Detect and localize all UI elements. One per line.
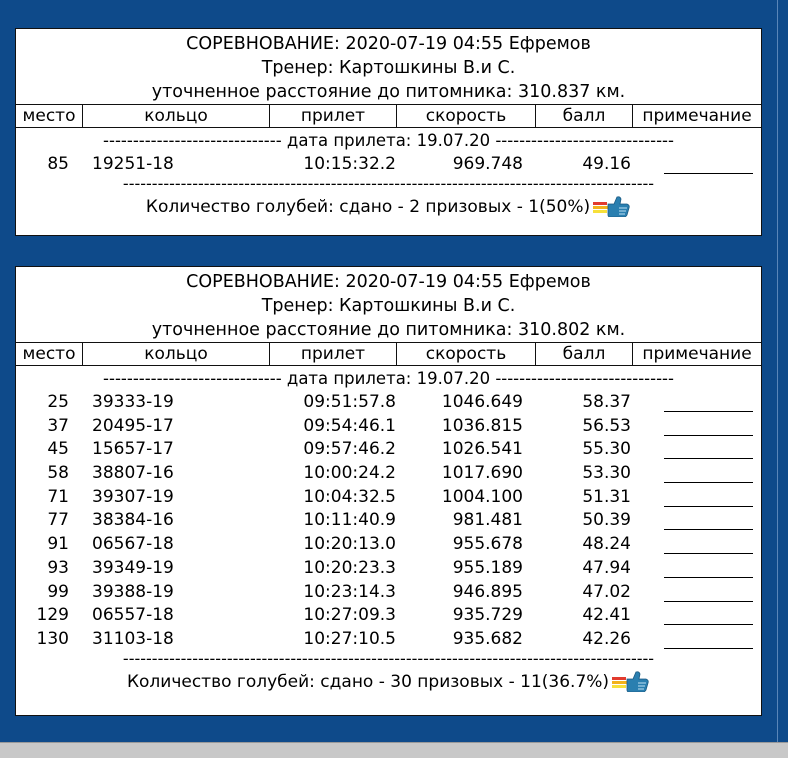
speed-cell: 946.895 [452,581,523,602]
arrival-time-cell: 10:11:40.9 [303,510,396,531]
ring-cell: 39307-19 [92,486,174,507]
place-cell: 71 [47,486,69,507]
speed-cell: 1026.541 [441,439,523,460]
note-blank [664,439,753,459]
note-blank [664,416,753,436]
col-speed: скорость [396,343,535,365]
panel-header [16,29,761,104]
separator-dashes: -------------------------------------------------------------------------------------------- [122,650,655,665]
note-blank [664,392,753,412]
horizontal-scrollbar[interactable] [0,742,788,758]
summary-text: Количество голубей: сдано - 2 призовых - 1(50%) [145,196,591,217]
competition-title: СОРЕВНОВАНИЕ: 2020-07-19 04:55 Ефремов [186,272,591,292]
score-cell: 53.30 [582,463,631,484]
table-row [16,390,761,414]
ring-cell: 38807-16 [92,463,174,484]
arrival-time-cell: 10:00:24.2 [303,463,396,484]
col-arrival: прилет [269,343,396,365]
thumbs-up-icon [612,670,650,692]
table-row [16,627,761,651]
speed-cell: 1017.690 [441,463,523,484]
ring-cell: 39333-19 [92,392,174,412]
place-cell: 129 [36,605,69,626]
summary-text: Количество голубей: сдано - 30 призовых - 11(36.7%) [126,671,610,692]
score-cell: 55.30 [582,439,631,460]
place-cell: 93 [47,557,69,578]
separator-dashes: -------------------------------------------------------------------------------------------- [122,175,655,190]
arrival-time-cell: 10:23:14.3 [303,581,396,602]
ring-cell: 39388-19 [92,581,174,602]
arrival-time-cell: 10:20:13.0 [303,534,396,555]
col-speed: скорость [396,105,535,127]
col-score: балл [535,343,632,365]
score-cell: 49.16 [582,154,631,174]
score-cell: 58.37 [582,392,631,412]
col-place: место [22,106,76,126]
distance-line: уточненное расстояние до питомника: 310.837 км. [151,82,626,102]
arrival-time-cell: 09:54:46.1 [303,415,396,436]
table-row [16,414,761,438]
results-list [16,390,761,651]
table-row [16,556,761,580]
score-cell: 51.31 [582,486,631,507]
score-cell: 56.53 [582,415,631,436]
thumbs-up-icon [593,195,631,217]
table-row [16,461,761,485]
table-row [16,580,761,604]
col-place: место [22,344,76,364]
trainer-line: Тренер: Картошкины В.и С. [261,58,516,78]
place-cell: 91 [47,534,69,555]
arrival-time-cell: 10:27:09.3 [303,605,396,626]
col-note: примечание [632,343,761,365]
table-row [16,485,761,509]
speed-cell: 935.682 [452,628,523,649]
speed-cell: 1036.815 [441,415,523,436]
score-cell: 47.02 [582,581,631,602]
speed-cell: 1046.649 [441,392,523,412]
col-ring: кольцо [82,105,269,127]
table-row [16,152,761,176]
place-cell: 25 [47,392,69,412]
ring-cell: 31103-18 [92,628,174,649]
note-blank [664,487,753,507]
distance-line: уточненное расстояние до питомника: 310.802 км. [151,320,626,340]
place-cell: 77 [47,510,69,531]
speed-cell: 969.748 [452,154,523,174]
note-blank [664,510,753,530]
ring-cell: 39349-19 [92,557,174,578]
column-headers [16,342,761,366]
speed-cell: 955.189 [452,557,523,578]
speed-cell: 1004.100 [441,486,523,507]
note-blank [664,582,753,602]
arrival-time-cell: 10:15:32.2 [303,154,396,174]
ring-cell: 20495-17 [92,415,174,436]
table-row [16,603,761,627]
score-cell: 42.41 [582,605,631,626]
result-panel-2 [15,266,762,716]
note-blank [664,558,753,578]
ring-cell: 06557-18 [92,605,174,626]
score-cell: 48.24 [582,534,631,555]
col-note: примечание [632,105,761,127]
place-cell: 58 [47,463,69,484]
place-cell: 45 [47,439,69,460]
place-cell: 85 [47,154,69,174]
arrival-time-cell: 09:51:57.8 [303,392,396,412]
ring-cell: 15657-17 [92,439,174,460]
trainer-line: Тренер: Картошкины В.и С. [261,296,516,316]
score-cell: 47.94 [582,557,631,578]
panel-header [16,267,761,342]
summary-line [16,194,761,220]
table-row [16,508,761,532]
col-ring: кольцо [82,343,269,365]
speed-cell: 935.729 [452,605,523,626]
place-cell: 99 [47,581,69,602]
table-row [16,532,761,556]
arrival-date-line: ------------------------------ дата прилета: 19.07.20 ------------------------------ [103,369,674,388]
column-headers [16,104,761,128]
window-edge [777,0,778,742]
note-blank [664,629,753,649]
table-row [16,437,761,461]
score-cell: 50.39 [582,510,631,531]
place-cell: 130 [36,628,69,649]
note-blank [664,534,753,554]
col-arrival: прилет [269,105,396,127]
ring-cell: 19251-18 [92,154,174,174]
note-blank [664,605,753,625]
place-cell: 37 [47,415,69,436]
results-list [16,152,761,176]
arrival-date-line: ------------------------------ дата прилета: 19.07.20 ------------------------------ [103,131,674,150]
ring-cell: 06567-18 [92,534,174,555]
result-panel-1 [15,28,762,236]
col-score: балл [535,105,632,127]
arrival-time-cell: 10:27:10.5 [303,628,396,649]
speed-cell: 955.678 [452,534,523,555]
summary-line [16,669,761,695]
note-blank [664,154,753,174]
arrival-time-cell: 10:20:23.3 [303,557,396,578]
competition-title: СОРЕВНОВАНИЕ: 2020-07-19 04:55 Ефремов [186,34,591,54]
score-cell: 42.26 [582,628,631,649]
note-blank [664,463,753,483]
arrival-time-cell: 09:57:46.2 [303,439,396,460]
arrival-time-cell: 10:04:32.5 [303,486,396,507]
speed-cell: 981.481 [452,510,523,531]
ring-cell: 38384-16 [92,510,174,531]
